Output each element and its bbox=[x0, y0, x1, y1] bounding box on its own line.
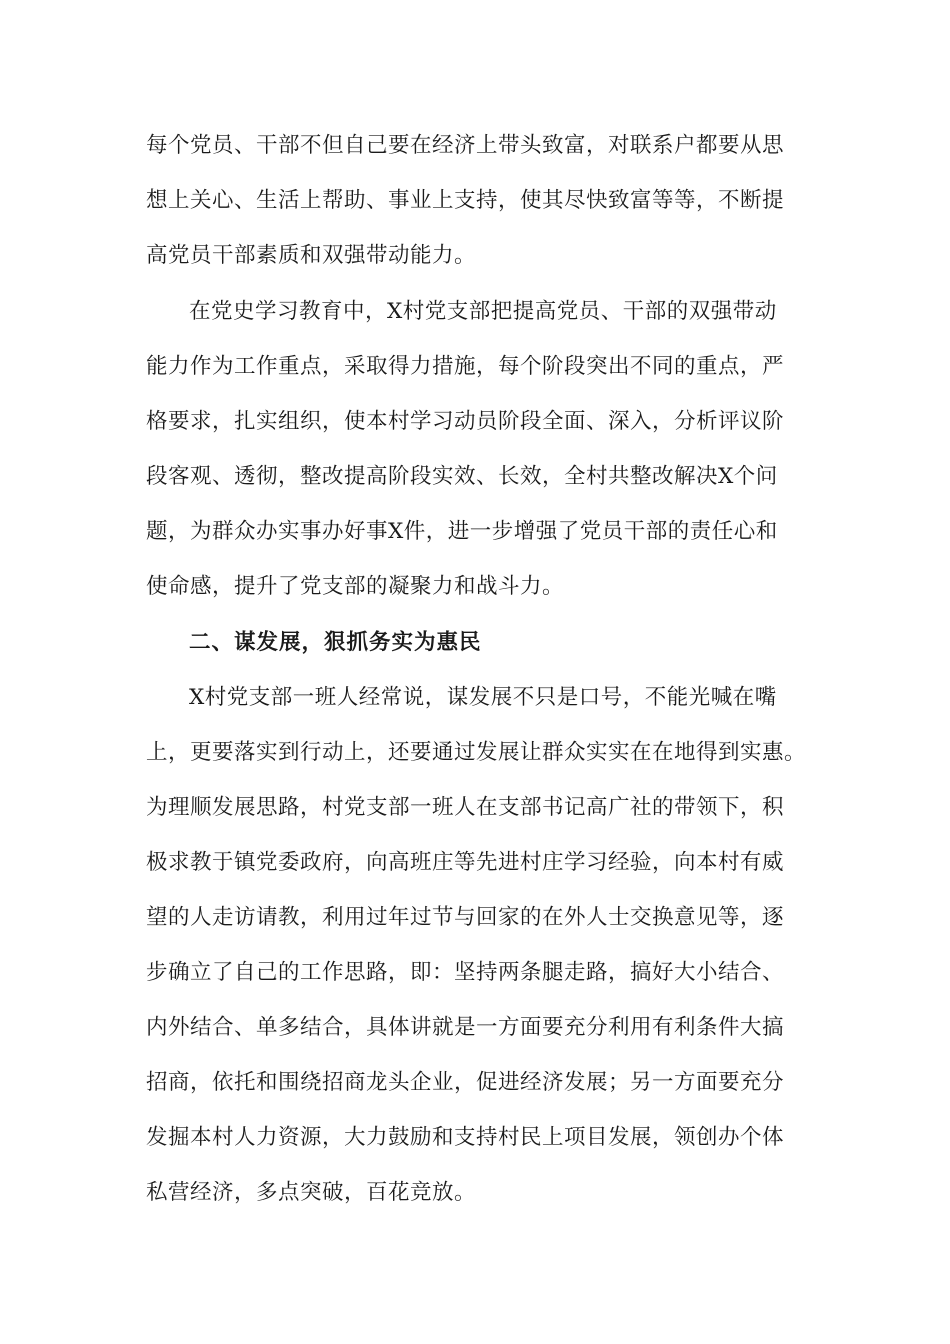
paragraph-line: 格要求，扎实组织，使本村学习动员阶段全面、深入，分析评议阶 bbox=[146, 409, 785, 434]
section-heading: 二、谋发展，狠抓务实为惠民 bbox=[189, 630, 482, 655]
paragraph-line: 招商，依托和围绕招商龙头企业，促进经济发展；另一方面要充分 bbox=[146, 1070, 785, 1095]
paragraph-line: 为理顺发展思路，村党支部一班人在支部书记高广社的带领下，积 bbox=[146, 795, 785, 820]
paragraph-line: 内外结合、单多结合，具体讲就是一方面要充分利用有利条件大搞 bbox=[146, 1015, 785, 1040]
paragraph-line: 能力作为工作重点，采取得力措施，每个阶段突出不同的重点，严 bbox=[146, 354, 785, 379]
paragraph-line: 上，更要落实到行动上，还要通过发展让群众实实在在地得到实惠。 bbox=[146, 740, 807, 765]
paragraph-line: 高党员干部素质和双强带动能力。 bbox=[146, 243, 477, 268]
paragraph-line: 步确立了自己的工作思路，即：坚持两条腿走路，搞好大小结合、 bbox=[146, 960, 785, 985]
paragraph-line: 段客观、透彻，整改提高阶段实效、长效，全村共整改解决X个问 bbox=[146, 464, 778, 489]
paragraph-line: 每个党员、干部不但自己要在经济上带头致富，对联系户都要从思 bbox=[146, 133, 785, 158]
paragraph-line: 极求教于镇党委政府，向高班庄等先进村庄学习经验，向本村有威 bbox=[146, 850, 785, 875]
paragraph-line: 题，为群众办实事办好事X件，进一步增强了党员干部的责任心和 bbox=[146, 519, 778, 544]
paragraph-line: X村党支部一班人经常说，谋发展不只是口号，不能光喊在嘴 bbox=[189, 685, 777, 710]
paragraph-line: 在党史学习教育中，X村党支部把提高党员、干部的双强带动 bbox=[189, 299, 777, 324]
paragraph-line: 私营经济，多点突破，百花竞放。 bbox=[146, 1180, 477, 1205]
paragraph-line: 望的人走访请教，利用过年过节与回家的在外人士交换意见等，逐 bbox=[146, 905, 785, 930]
paragraph-line: 想上关心、生活上帮助、事业上支持，使其尽快致富等等，不断提 bbox=[146, 188, 785, 213]
paragraph-line: 发掘本村人力资源，大力鼓励和支持村民上项目发展，领创办个体 bbox=[146, 1125, 785, 1150]
paragraph-line: 使命感，提升了党支部的凝聚力和战斗力。 bbox=[146, 574, 565, 599]
